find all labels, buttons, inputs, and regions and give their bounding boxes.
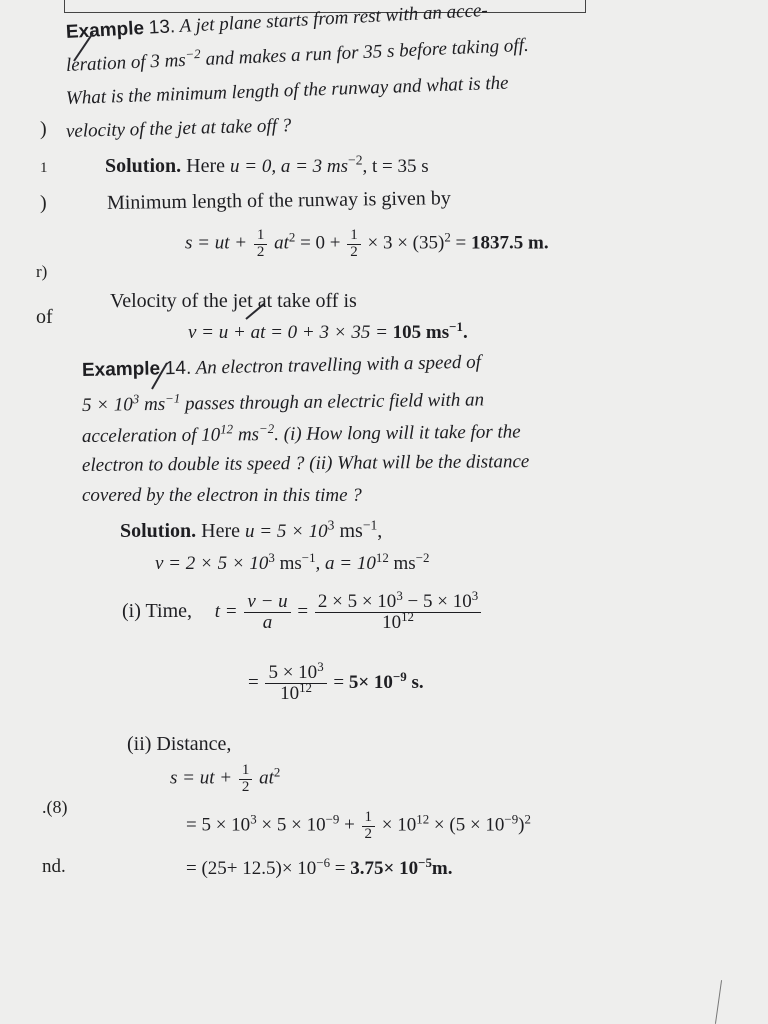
example14-question-line5: covered by the electron in this time ?: [82, 485, 362, 506]
example13-min-length-text: Minimum length of the runway is given by: [106, 187, 451, 214]
example14-solution-given-u: Solution. Here $u = 5 \times 10^3$ $ms^{-1}$,: [120, 517, 383, 542]
example14-question-line4: electron to double its speed ? (ii) What will be the distance: [81, 451, 530, 476]
fraction-v-minus-u-over-a: $\frac{v - u}{a}$: [244, 592, 290, 633]
part-i-label: (i) Time,: [122, 599, 193, 622]
example14-distance-formula: s = ut + $\frac{1}{2}$ $at^2$: [170, 762, 281, 795]
example13-solution-given: Solution. Here u = 0, a = 3 $ms^{-2}$, t = 35 s: [105, 152, 429, 177]
example14-time-equation: (i) Time, t = $\frac{v - u}{a}$ = $\frac{2 \times 5 \times 10^3 - 5 \times 10^3}{10^{12}}$: [122, 592, 483, 633]
margin-note: ): [40, 118, 47, 140]
fraction-half: $\frac{1}{2}$: [254, 228, 268, 261]
margin-note: 1: [40, 160, 48, 176]
margin-note: nd.: [42, 856, 66, 877]
solution-label: Solution.: [105, 155, 182, 177]
example14-time-result: = $\frac{5 \times 10^3}{10^{12}}$ = $5\times 10^{-9}$ s.: [248, 658, 424, 704]
example14-question-line1: Example 14. An electron travelling with a speed of: [81, 351, 482, 381]
fraction-half: $\frac{1}{2}$: [239, 763, 253, 796]
example13-number: 13.: [148, 16, 176, 39]
example13-velocity-text: Velocity of the jet at take off is: [110, 290, 357, 312]
fraction-time-substitution: $\frac{2 \times 5 \times 10^3 - 5 \times 10^3}{10^{12}}$: [315, 592, 481, 633]
example13-displacement-equation: s = ut + $\frac{1}{2}$ $at^2 = 0$ + $\frac{1}{2}$ × $3 \times (35)^2 = 1837.5$ m.: [185, 227, 549, 260]
example13-question-line1: Example 13. A jet plane starts from rest with an acce-: [65, 0, 489, 43]
example13-velocity-equation: v = u + at = 0 + 3 × 35 = 105 $ms^{-1}$.: [188, 318, 468, 343]
example14-distance-value: $3.75\times 10^{-5}m$.: [350, 854, 453, 879]
fraction-time-simplified: $\frac{5 \times 10^3}{10^{12}}$: [265, 663, 326, 704]
example14-distance-substitution: = $5 \times 10^3 \times 5 \times 10^{-9}$ + $\frac{1}{2}$ × $10^{12} \times (5 \times 10^{-9})^2$: [186, 809, 531, 842]
fraction-half: $\frac{1}{2}$: [362, 810, 376, 843]
solution-label: Solution.: [120, 520, 197, 542]
page-edge-line: [715, 980, 722, 1024]
example14-label: Example: [81, 358, 161, 381]
example13-velocity-result: 105 ms: [392, 322, 450, 343]
example13-question-line2: leration of 3 $ms^{-2}$ and makes a run for 35 s before taking off.: [65, 34, 530, 76]
example13-question-line3: What is the minimum length of the runway and what is the: [65, 72, 509, 109]
example13-question-line4: velocity of the jet at take off ?: [65, 115, 292, 142]
example14-question-line2: $5 \times 10^3$ $ms^{-1}$ passes through an electric field with an: [81, 389, 485, 416]
example14-distance-result: = $(25+ 12.5)\times 10^{-6} = 3.75\times 10^{-5}m$.: [186, 854, 453, 879]
margin-note: of: [36, 306, 53, 328]
example14-time-value: $5\times 10^{-9}$ s.: [348, 668, 424, 693]
fraction-half: $\frac{1}{2}$: [347, 228, 361, 261]
example13-label: Example: [65, 17, 145, 43]
part-ii-label: (ii) Distance,: [127, 733, 232, 755]
margin-note: .(8): [42, 797, 68, 817]
example14-given-v-a: $v = 2 \times 5 \times 10^3$ $ms^{-1}$, $a = 10^{12}$ $ms^{-2}$: [155, 549, 430, 574]
example14-question-line3: acceleration of $10^{12}$ $ms^{-2}$. (i) How long will it take for the: [81, 420, 521, 447]
margin-note: ): [40, 192, 47, 214]
example14-number: 14.: [164, 357, 192, 380]
margin-note: r): [36, 262, 48, 281]
example13-runway-result: 1837.5 m.: [471, 232, 549, 254]
